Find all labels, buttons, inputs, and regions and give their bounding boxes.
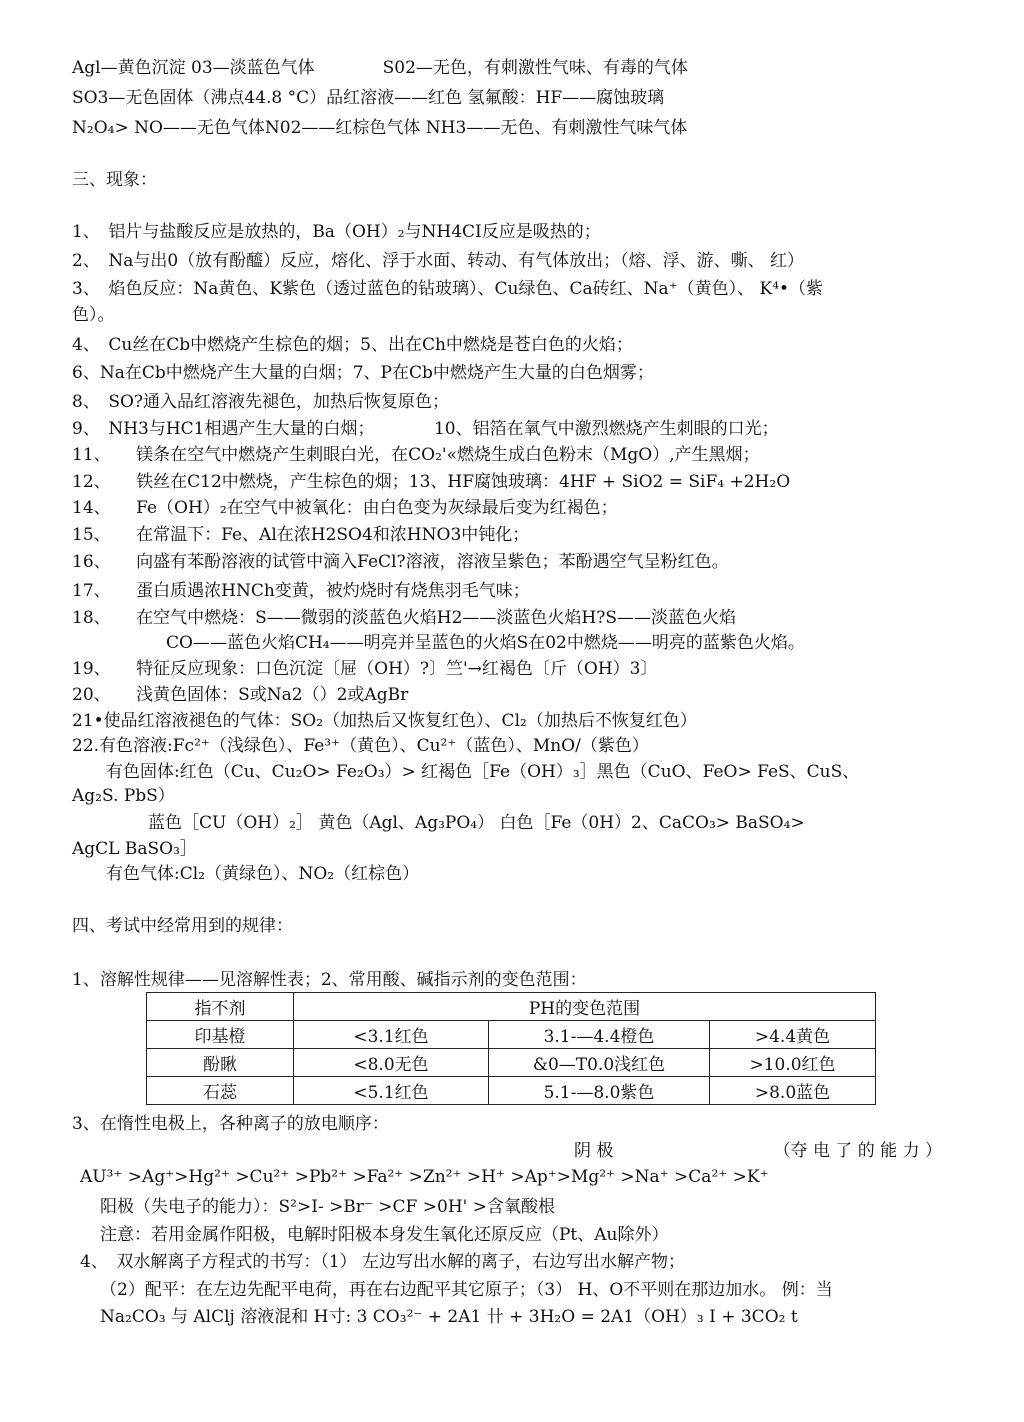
table-cell: 3.1-—4.4橙色 bbox=[489, 1021, 710, 1049]
text-line: 4、 Cu丝在Cb中燃烧产生棕色的烟；5、出在Ch中燃烧是苍白色的火焰； bbox=[72, 335, 633, 355]
text-line: 有色固体:红色（Cu、Cu₂O> Fe₂O₃）> 红褐色［Fe（OH）₃］黑色（CuO、FeO> FeS、CuS、 bbox=[106, 762, 860, 782]
text-line: 3、在惰性电极上，各种离子的放电顺序： bbox=[72, 1114, 389, 1134]
table-cell: 5.1-—8.0紫色 bbox=[489, 1077, 710, 1105]
table-cell: 石蕊 bbox=[147, 1077, 294, 1105]
table-cell: <8.0无色 bbox=[294, 1049, 489, 1077]
text-line: （夺 电 了 的 能 力 ） bbox=[773, 1141, 942, 1161]
table-row bbox=[147, 1021, 876, 1049]
section-heading-rules: 四、考试中经常用到的规律： bbox=[72, 916, 293, 936]
text-line: 11、 镁条在空气中燃烧产生刺眼白光，在CO₂'«燃烧生成白色粉末（MgO）,产生黑烟； bbox=[72, 445, 760, 465]
text-line: 2、 Na与出0（放有酚醯）反应，熔化、浮于水面、转动、有气体放出；（熔、浮、游、嘶、 红） bbox=[72, 251, 805, 271]
table-cell: >8.0蓝色 bbox=[710, 1077, 876, 1105]
text-line: （2）配平：在左边先配平电荷，再在右边配平其它原子；（3） H、O不平则在那边加水。 例：当 bbox=[100, 1280, 833, 1300]
text-line: 1、溶解性规律——见溶解性表；2、常用酸、碱指示剂的变色范围： bbox=[72, 970, 587, 990]
text-line: 21•使品红溶液褪色的气体：SO₂（加热后又恢复红色）、Cl₂（加热后不恢复红色） bbox=[72, 711, 697, 731]
text-line: 22.有色溶液:Fc²⁺（浅绿色）、Fe³⁺（黄色）、Cu²⁺（蓝色）、MnO/（紫色） bbox=[72, 736, 649, 756]
text-line: Agl—黄色沉淀 03—淡蓝色气体 S02—无色，有刺激性气味、有毒的气体 bbox=[72, 58, 688, 78]
table-cell: 印基橙 bbox=[147, 1021, 294, 1049]
table-cell: <5.1红色 bbox=[294, 1077, 489, 1105]
text-line: CO——蓝色火焰CH₄——明亮并呈蓝色的火焰S在02中燃烧——明亮的蓝紫色火焰。 bbox=[166, 633, 805, 653]
text-line: 有色气体:Cl₂（黄绿色）、NO₂（红棕色） bbox=[106, 864, 420, 884]
text-line: 17、 蛋白质遇浓HNCh变黄，被灼烧时有烧焦羽毛气味； bbox=[72, 581, 530, 601]
text-line: AgCL BaSO₃］ bbox=[72, 839, 197, 859]
table-cell: >10.0红色 bbox=[710, 1049, 876, 1077]
text-line: Na₂CO₃ 与 AlClj 溶液混和 H寸: 3 CO₃²⁻ + 2A1 卄 + 3H₂O = 2A1（OH）₃ I + 3CO₂ t bbox=[100, 1307, 798, 1327]
indicator-table bbox=[146, 992, 876, 1105]
text-line: 阴 极 bbox=[574, 1141, 614, 1161]
text-line: 16、 向盛有苯酚溶液的试管中滴入FeCl?溶液，溶液呈紫色；苯酚遇空气呈粉红色。 bbox=[72, 552, 729, 572]
table-row bbox=[147, 1077, 876, 1105]
table-cell: >4.4黄色 bbox=[710, 1021, 876, 1049]
table-cell: 酚瞅 bbox=[147, 1049, 294, 1077]
section-heading-phenomena: 三、现象： bbox=[72, 170, 157, 190]
text-line: 8、 SO?通入品红溶液先褪色，加热后恢复原色； bbox=[72, 392, 450, 412]
text-line: N₂O₄> NO——无色气体N02——红棕色气体 NH3——无色、有刺激性气味气体 bbox=[72, 118, 688, 138]
table-cell: <3.1红色 bbox=[294, 1021, 489, 1049]
text-line: 阳极（失电子的能力）：S²>I- >Br⁻ >CF >0H' >含氧酸根 bbox=[100, 1197, 555, 1217]
text-line: 9、 NH3与HC1相遇产生大量的白烟； 10、铝箔在氧气中激烈燃烧产生刺眼的口光； bbox=[72, 419, 779, 439]
text-line: 3、 焰色反应：Na黄色、K紫色（透过蓝色的钻玻璃）、Cu绿色、Ca砖红、Na⁺（黄色）、 K⁴•（紫 bbox=[72, 279, 824, 299]
text-line: 蓝色［CU（OH）₂］ 黄色（Agl、Ag₃PO₄） 白色［Fe（0H）2、CaCO₃> BaSO₄> bbox=[148, 813, 805, 833]
text-line: 12、 铁丝在C12中燃烧，产生棕色的烟；13、HF腐蚀玻璃：4HF + SiO2 = SiF₄ +2H₂O bbox=[72, 472, 791, 492]
text-line: 色）。 bbox=[72, 305, 115, 325]
text-line: 18、 在空气中燃烧：S——微弱的淡蓝色火焰H2——淡蓝色火焰H?S——淡蓝色火焰 bbox=[72, 608, 737, 628]
table-header-cell: PH的变色范围 bbox=[294, 993, 876, 1021]
text-line: AU³⁺ >Ag⁺>Hg²⁺ >Cu²⁺ >Pb²⁺ >Fa²⁺ >Zn²⁺ >H⁺ >Ap⁺>Mg²⁺ >Na⁺ >Ca²⁺ >K⁺ bbox=[80, 1167, 769, 1187]
text-line: 14、 Fe（OH）₂在空气中被氧化：由白色变为灰绿最后变为红褐色； bbox=[72, 498, 618, 518]
text-line: Ag₂S. PbS） bbox=[72, 786, 175, 806]
table-cell: &0—T0.0浅红色 bbox=[489, 1049, 710, 1077]
text-line: 注意：若用金属作阳极，电解时阳极本身发生氧化还原反应（Pt、Au除外） bbox=[100, 1225, 669, 1245]
text-line: SO3—无色固体（沸点44.8 °C）品红溶液——红色 氢氟酸：HF——腐蚀玻璃 bbox=[72, 88, 665, 108]
text-line: 4、 双水解离子方程式的书写：（1） 左边写出水解的离子，右边写出水解产物； bbox=[80, 1252, 686, 1272]
table-header-cell: 指不剂 bbox=[147, 993, 294, 1021]
text-line: 6、Na在Cb中燃烧产生大量的白烟；7、P在Cb中燃烧产生大量的白色烟雾； bbox=[72, 363, 654, 383]
text-line: 20、 浅黄色固体：S或Na2（）2或AgBr bbox=[72, 685, 409, 705]
table-row bbox=[147, 1049, 876, 1077]
text-line: 19、 特征反应现象：口色沉淀〔屉（OH）?〕竺'→红褐色〔斤（OH）3〕 bbox=[72, 659, 658, 679]
table-header-row bbox=[147, 993, 876, 1021]
text-line: 15、 在常温下：Fe、Al在浓H2SO4和浓HNO3中钝化； bbox=[72, 525, 530, 545]
text-line: 1、 铝片与盐酸反应是放热的，Ba（OH）₂与NH4CI反应是吸热的； bbox=[72, 222, 601, 242]
